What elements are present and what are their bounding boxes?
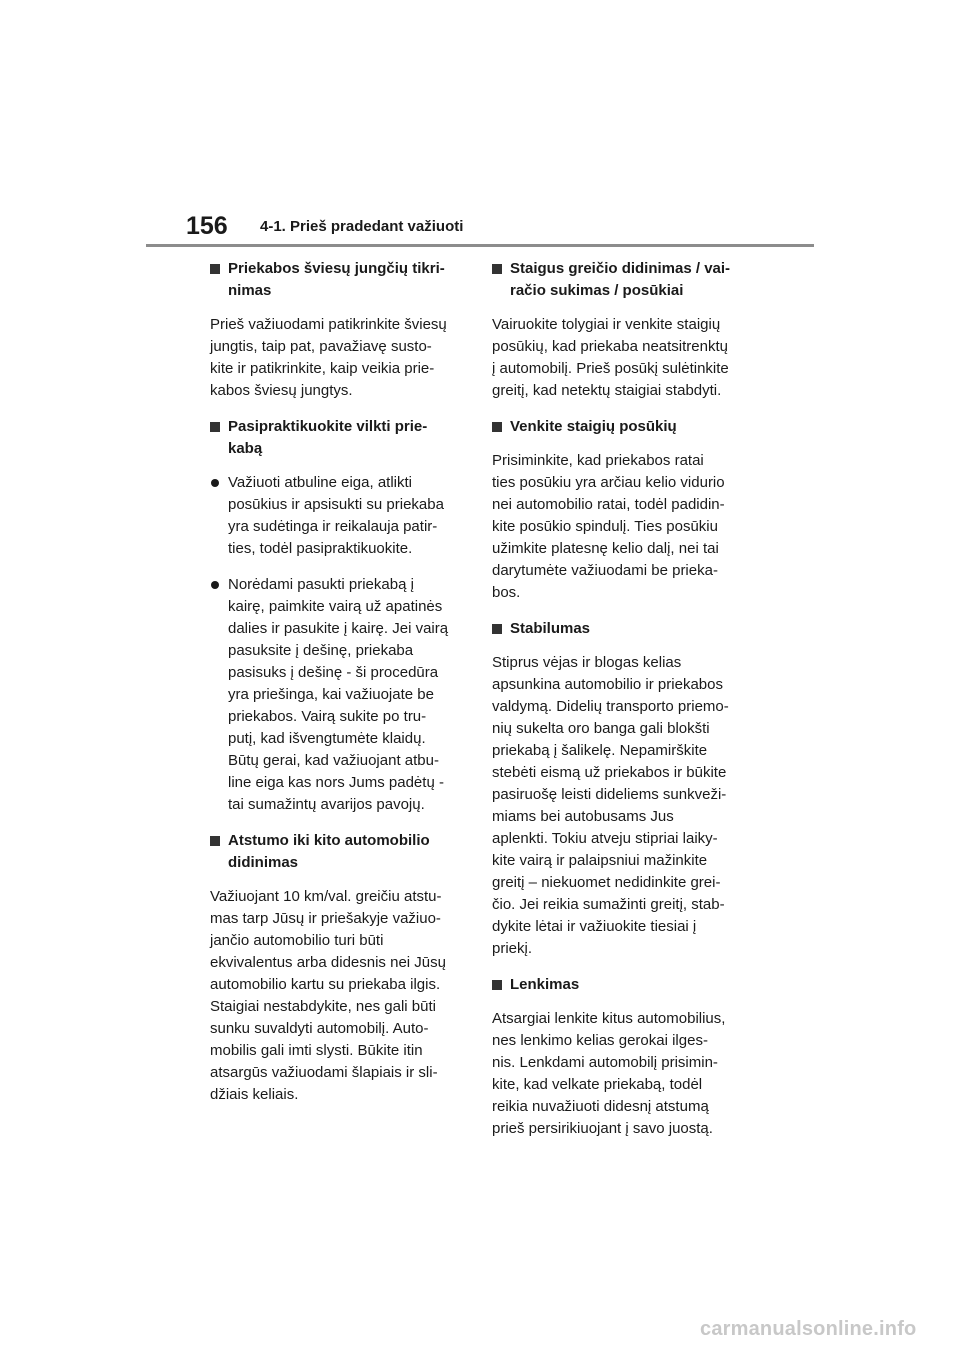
text-line: Atstumo iki kito automobilio [228,832,430,849]
text-line: ties posūkiu yra arčiau kelio vidurio [492,474,725,491]
text-line: Važiuoti atbuline eiga, atlikti [228,474,412,491]
text-line: dalies ir pasukite į kairę. Jei vairą [228,620,449,637]
paragraph [492,450,754,604]
text-line: Staigiai nestabdykite, nes gali būti [210,998,436,1015]
text-line: į automobilį. Prieš posūkį sulėtinkite [492,360,729,377]
text-line: yra sudėtinga ir reikalauja patir- [228,518,438,535]
square-bullet-icon [492,264,502,274]
section-heading [492,618,754,640]
text-line: jungtis, taip pat, pavažiavę susto- [210,338,432,355]
text-line: didinimas [228,854,299,871]
page-number: 156 [186,212,228,240]
section-heading [492,416,754,438]
text-line: Norėdami pasukti priekabą į [228,576,414,593]
page-header [0,0,960,250]
text-line: Stiprus vėjas ir blogas kelias [492,654,682,671]
text-line: atsargūs važiuodami šlapiais ir sli- [210,1064,438,1081]
text-line: pasuksite į dešinę, priekaba [228,642,414,659]
text-line: nei automobilio ratai, todėl padidin- [492,496,725,513]
section-heading [210,258,472,302]
text-line: priekabos. Vairą sukite po tru- [228,708,427,725]
text-line: kabos šviesų jungtys. [210,382,353,399]
text-line: pasisuks į dešinę - ši procedūra [228,664,439,681]
text-line: pasiruošę leisti dideliems sunkveži- [492,786,727,803]
text-line: putį, kad išvengtumėte klaidų. [228,730,426,747]
text-line: Staigus greičio didinimas / vai- [510,260,731,277]
text-line: Vairuokite tolygiai ir venkite staigių [492,316,721,333]
text-line: darytumėte važiuodami be prieka- [492,562,718,579]
text-line: kite posūkio spindulį. Ties posūkiu [492,518,718,535]
text-line: Lenkimas [510,976,580,993]
text-line: mas tarp Jūsų ir priešakyje važiuo- [210,910,441,927]
text-line: Būtų gerai, kad važiuojant atbu- [228,752,439,769]
paragraph [210,314,472,402]
text-line: nis. Lenkdami automobilį prisimin- [492,1054,718,1071]
bullet-item [210,574,472,816]
text-line: Venkite staigių posūkių [510,418,677,435]
section-heading [492,974,754,996]
text-line: sunku suvaldyti automobilį. Auto- [210,1020,429,1037]
text-line: kabą [228,440,263,457]
section-heading [210,416,472,460]
paragraph [492,652,754,960]
text-line: jančio automobilio turi būti [210,932,384,949]
text-line: Atsargiai lenkite kitus automobilius, [492,1010,726,1027]
text-line: Važiuojant 10 km/val. greičiu atstu- [210,888,442,905]
text-line: Prieš važiuodami patikrinkite šviesų [210,316,447,333]
text-line: reikia nuvažiuoti didesnį atstumą [492,1098,709,1115]
text-line: miams bei autobusams Jus [492,808,674,825]
text-line: čio. Jei reikia sumažinti greitį, stab- [492,896,725,913]
text-line: posūkius ir apsisukti su priekaba [228,496,444,513]
left-column [210,258,472,1120]
section-heading [492,258,754,302]
text-line: greitį, kad netektų staigiai stabdyti. [492,382,722,399]
text-line: priekį. [492,940,533,957]
text-line: kite ir patikrinkite, kaip veikia prie- [210,360,435,377]
text-line: mobilis gali imti slysti. Būkite itin [210,1042,423,1059]
text-line: džiais keliais. [210,1086,299,1103]
header-divider [146,244,814,247]
watermark: carmanualsonline.info [700,1318,917,1340]
text-line: priekabą į šalikelę. Nepamirškite [492,742,708,759]
square-bullet-icon [210,422,220,432]
text-line: dykite lėtai ir važiuokite tiesiai į [492,918,697,935]
paragraph [492,1008,754,1140]
text-line: automobilio kartu su priekaba ilgis. [210,976,441,993]
text-line: kairę, paimkite vairą už apatinės [228,598,443,615]
text-line: Priekabos šviesų jungčių tikri- [228,260,445,277]
text-line: posūkių, kad priekaba neatsitrenktų [492,338,728,355]
square-bullet-icon [210,836,220,846]
square-bullet-icon [492,624,502,634]
square-bullet-icon [492,980,502,990]
text-line: aplenkti. Tokiu atveju stipriai laiky- [492,830,718,847]
text-line: stebėti eismą už priekabos ir būkite [492,764,727,781]
text-line: ties, todėl pasipraktikuokite. [228,540,413,557]
text-line: ekvivalentus arba didesnis nei Jūsų [210,954,446,971]
text-line: nių sukelta oro banga gali blokšti [492,720,710,737]
text-line: nes lenkimo kelias gerokai ilges- [492,1032,708,1049]
section-title: 4-1. Prieš pradedant važiuoti [260,218,464,235]
text-line: line eiga kas nors Jums padėtų - [228,774,444,791]
text-line: Stabilumas [510,620,591,637]
square-bullet-icon [210,264,220,274]
text-line: račio sukimas / posūkiai [510,282,684,299]
round-bullet-icon [211,581,219,589]
paragraph [492,314,754,402]
bullet-item [210,472,472,560]
text-line: kite vairą ir palaipsniui mažinkite [492,852,708,869]
section-heading [210,830,472,874]
text-line: yra priešinga, kai važiuojate be [228,686,434,703]
text-line: Pasipraktikuokite vilkti prie- [228,418,428,435]
round-bullet-icon [211,479,219,487]
text-line: valdymą. Didelių transporto priemo- [492,698,729,715]
right-column [492,258,754,1154]
text-line: greitį – niekuomet nedidinkite grei- [492,874,721,891]
paragraph [210,886,472,1106]
text-line: užimkite platesnę kelio dalį, nei tai [492,540,719,557]
text-line: apsunkina automobilio ir priekabos [492,676,723,693]
text-line: nimas [228,282,272,299]
text-line: prieš persirikiuojant į savo juostą. [492,1120,713,1137]
text-line: kite, kad velkate priekabą, todėl [492,1076,703,1093]
square-bullet-icon [492,422,502,432]
text-line: tai sumažintų avarijos pavojų. [228,796,425,813]
text-line: Prisiminkite, kad priekabos ratai [492,452,704,469]
text-line: bos. [492,584,521,601]
